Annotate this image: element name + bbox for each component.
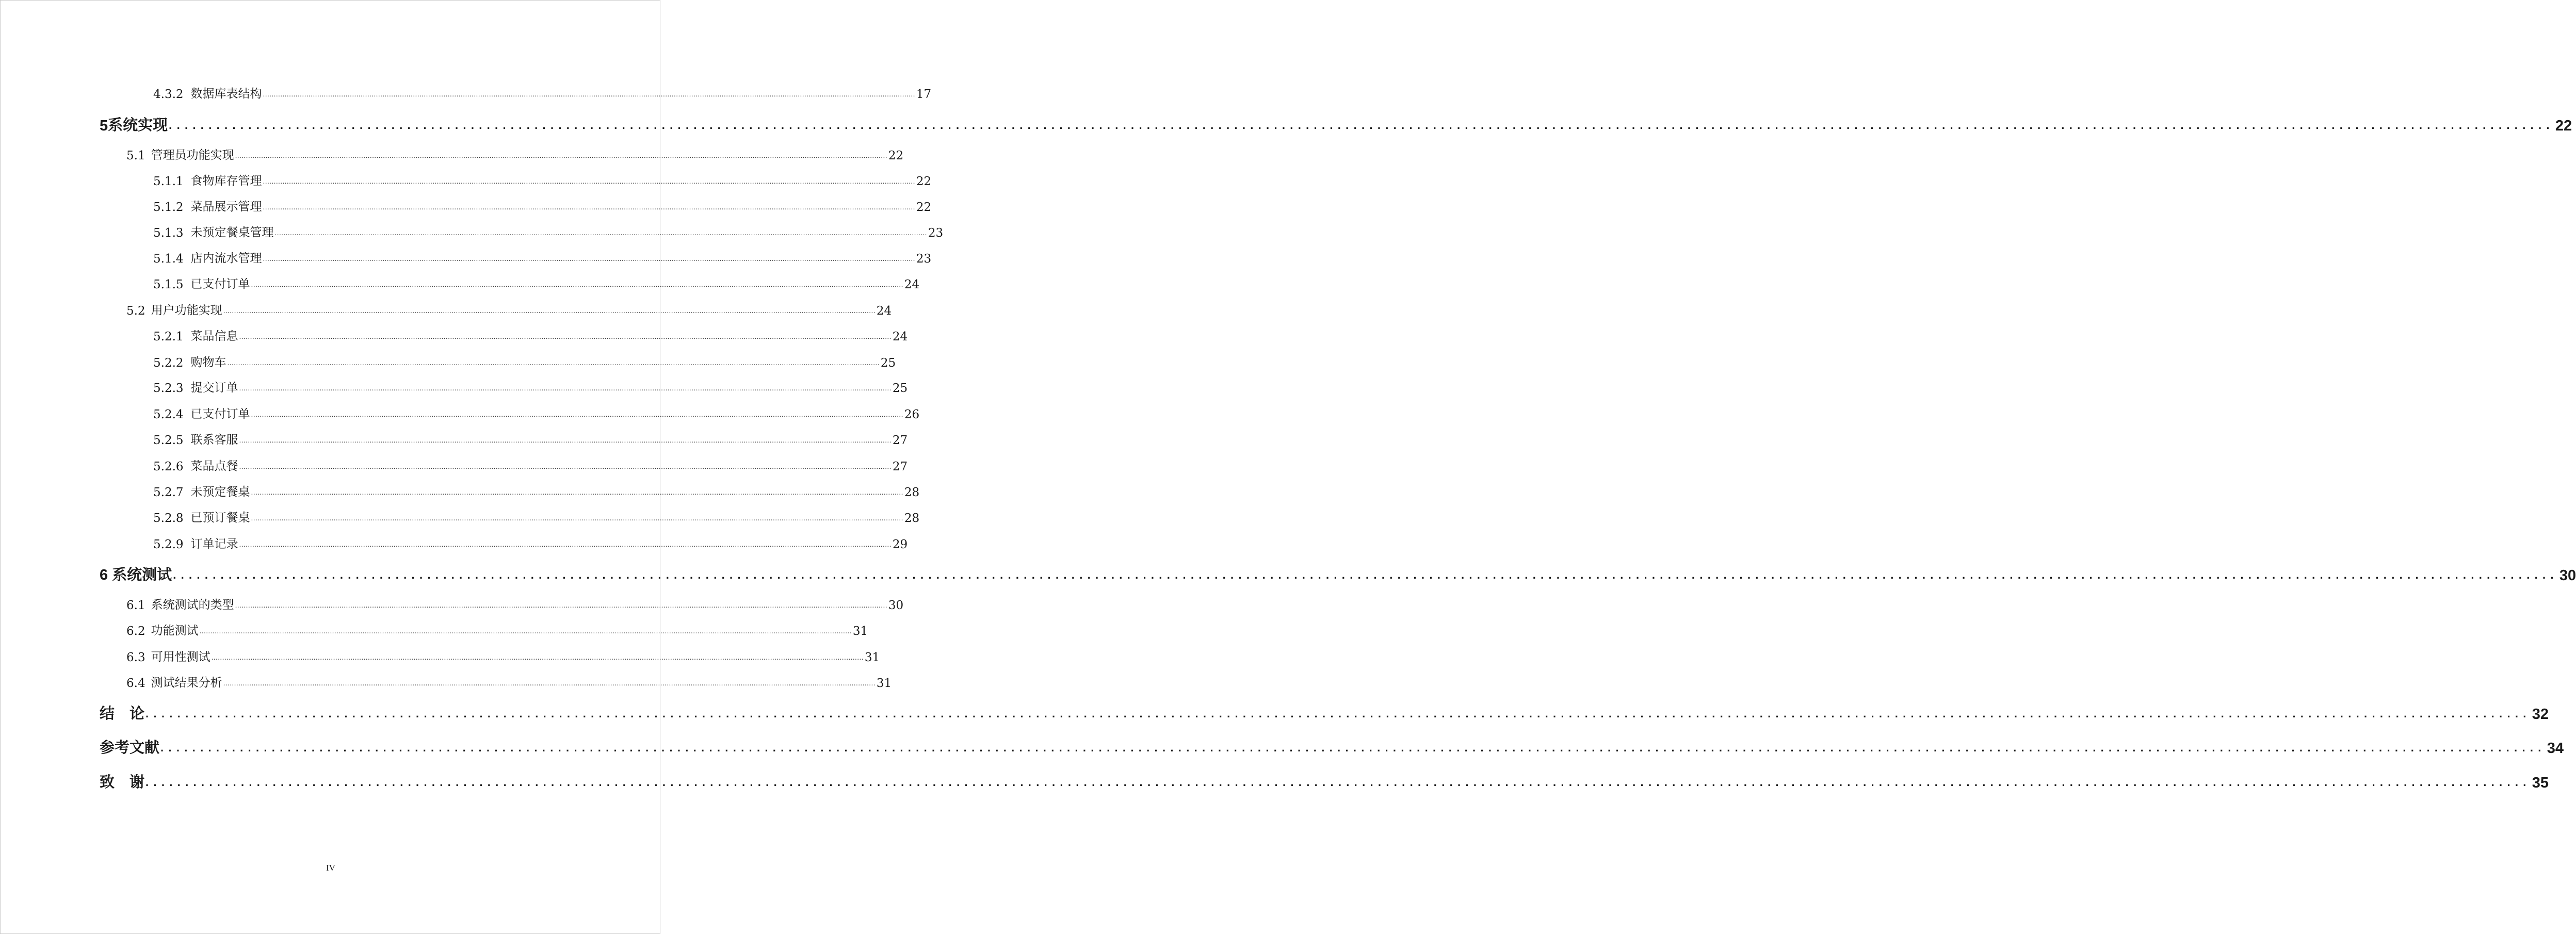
toc-title: 菜品信息: [190, 330, 238, 343]
toc-number: 5.2.2: [153, 356, 184, 370]
toc-number: 6.4: [126, 677, 145, 690]
toc-entry-6-2: [126, 621, 868, 638]
toc-number: 5.2.9: [153, 538, 184, 551]
toc-title: 6 系统测试: [100, 567, 172, 583]
toc-number: 5.2.6: [153, 460, 184, 473]
toc-page: 22: [916, 175, 932, 188]
toc-leader: ............................................................................................................................................................................................................................................................................................................: [169, 119, 2554, 132]
toc-entry-4-3-2: [153, 85, 932, 101]
toc-entry-5-1-1: [153, 172, 932, 188]
toc-number: 6.1: [126, 599, 145, 612]
toc-entry-acknowledgements: [100, 771, 2549, 792]
toc-number: 5.2.4: [153, 408, 184, 421]
toc-leader: ............................................................................................................................................................................................................................................................................................................: [145, 707, 2531, 720]
toc-page: 24: [876, 304, 892, 318]
toc-page: 27: [892, 434, 908, 447]
toc-number: 5.1.5: [153, 278, 184, 291]
toc-page: 22: [888, 149, 904, 162]
toc-page: 24: [892, 330, 908, 343]
toc-leader: ............................................................................................................................................................................................................................................................................................................: [235, 152, 887, 159]
toc-leader: ............................................................................................................................................................................................................................................................................................................: [263, 255, 915, 263]
toc-leader: ............................................................................................................................................................................................................................................................................................................: [251, 515, 903, 522]
toc-page: 32: [2532, 706, 2549, 723]
toc-number: 6.3: [126, 651, 145, 664]
toc-entry-5-2-6: [153, 457, 908, 473]
toc-entry-5-1-5: [153, 275, 920, 291]
toc-title: 已支付订单: [190, 407, 250, 421]
toc-leader: ............................................................................................................................................................................................................................................................................................................: [274, 230, 927, 237]
toc-entry-5: [100, 114, 2572, 135]
toc-page: 31: [852, 625, 868, 638]
toc-leader: ............................................................................................................................................................................................................................................................................................................: [223, 680, 876, 687]
toc-entry-5-2-9: [153, 535, 908, 551]
toc-title: 已预订餐桌: [190, 511, 250, 525]
toc-entry-5-2-8: [153, 509, 920, 525]
toc-leader: ............................................................................................................................................................................................................................................................................................................: [239, 385, 892, 392]
toc-title: 用户功能实现: [151, 304, 222, 317]
toc-number: 5.2.8: [153, 512, 184, 525]
toc-title: 系统实现: [108, 117, 168, 134]
toc-entry-6-3: [126, 648, 880, 664]
toc-leader: ............................................................................................................................................................................................................................................................................................................: [223, 307, 876, 315]
toc-page: 27: [892, 460, 908, 473]
toc-number: 5.2: [126, 304, 145, 318]
toc-leader: ............................................................................................................................................................................................................................................................................................................: [239, 437, 892, 444]
toc-entry-5-2-2: [153, 353, 896, 370]
toc-number: 5.2.7: [153, 486, 184, 499]
toc-page: 29: [892, 538, 908, 551]
toc-page: 24: [904, 278, 920, 291]
toc-page: 28: [904, 512, 920, 525]
toc-entry-6-1: [126, 596, 904, 612]
toc-title: 功能测试: [151, 624, 199, 637]
toc-title: 店内流水管理: [190, 252, 262, 265]
toc-title: 订单记录: [190, 537, 238, 551]
toc-title: 未预定餐桌管理: [190, 226, 274, 239]
toc-leader: ............................................................................................................................................................................................................................................................................................................: [263, 178, 915, 185]
toc-leader: ............................................................................................................................................................................................................................................................................................................: [173, 568, 2558, 581]
toc-leader: ............................................................................................................................................................................................................................................................................................................: [239, 541, 892, 548]
toc-number: 5: [100, 118, 108, 134]
toc-title: 已支付订单: [190, 277, 250, 291]
toc-number: 5.1: [126, 149, 145, 162]
toc-title: 结 论: [100, 706, 145, 722]
toc-title: 未预定餐桌: [190, 485, 250, 499]
toc-entry-5-1: [126, 146, 904, 162]
toc-number: 5.1.1: [153, 175, 184, 188]
toc-leader: ............................................................................................................................................................................................................................................................................................................: [227, 359, 880, 367]
toc-number: 5.1.2: [153, 201, 184, 214]
toc-leader: ............................................................................................................................................................................................................................................................................................................: [239, 463, 892, 470]
toc-entry-5-1-3: [153, 223, 944, 240]
toc-leader: ............................................................................................................................................................................................................................................................................................................: [263, 204, 915, 211]
toc-page: 25: [880, 356, 896, 370]
toc-entry-5-2-4: [153, 405, 920, 421]
toc-number: 4.3.2: [153, 88, 184, 101]
toc-leader: ............................................................................................................................................................................................................................................................................................................: [251, 489, 903, 496]
toc-entry-5-1-2: [153, 198, 932, 214]
toc-entry-5-1-4: [153, 249, 932, 266]
toc-page: 23: [916, 252, 932, 266]
toc-title: 测试结果分析: [151, 676, 222, 690]
toc-leader: ............................................................................................................................................................................................................................................................................................................: [263, 91, 915, 98]
toc-leader: ............................................................................................................................................................................................................................................................................................................: [251, 281, 903, 288]
toc-page: 34: [2547, 740, 2564, 757]
toc-leader: ............................................................................................................................................................................................................................................................................................................: [211, 654, 864, 661]
toc-leader: ............................................................................................................................................................................................................................................................................................................: [145, 776, 2531, 789]
toc-entry-6: [100, 564, 2576, 584]
toc-page: 22: [2555, 118, 2572, 134]
toc-entry-references: [100, 736, 2564, 757]
toc-leader: ............................................................................................................................................................................................................................................................................................................: [160, 741, 2546, 754]
toc-title: 数据库表结构: [190, 87, 262, 101]
toc-leader: ............................................................................................................................................................................................................................................................................................................: [239, 333, 892, 340]
page-number: IV: [326, 863, 335, 873]
toc-number: 5.1.4: [153, 252, 184, 266]
toc-number: 5.2.5: [153, 434, 184, 447]
toc-title: 致 谢: [100, 774, 145, 791]
toc-entry-5-2-7: [153, 483, 920, 499]
toc-number: 5.1.3: [153, 226, 184, 240]
toc-title: 菜品点餐: [190, 460, 238, 473]
toc-leader: ............................................................................................................................................................................................................................................................................................................: [251, 411, 903, 418]
toc-title: 食物库存管理: [190, 174, 262, 188]
toc-page: 17: [916, 88, 932, 101]
toc-title: 可用性测试: [151, 650, 210, 664]
toc-title: 菜品展示管理: [190, 200, 262, 214]
toc-leader: ............................................................................................................................................................................................................................................................................................................: [235, 602, 887, 609]
toc-page: 31: [876, 677, 892, 690]
toc-number: 5.2.3: [153, 382, 184, 395]
toc-entry-6-4: [126, 674, 892, 690]
toc-page: 35: [2532, 775, 2549, 791]
toc-title: 管理员功能实现: [151, 149, 234, 162]
toc-page: 31: [864, 651, 880, 664]
toc-page: 23: [928, 226, 944, 240]
toc-title: 购物车: [190, 356, 226, 369]
toc-number: 5.2.1: [153, 330, 184, 343]
toc-title: 系统测试的类型: [151, 598, 234, 612]
toc-entry-conclusion: [100, 702, 2549, 723]
toc-page: 25: [892, 382, 908, 395]
toc-title: 参考文献: [100, 740, 160, 756]
toc-entry-5-2-5: [153, 431, 908, 447]
toc-entry-5-2-1: [153, 327, 908, 343]
toc-page: 22: [916, 201, 932, 214]
toc-page: 28: [904, 486, 920, 499]
toc-entry-5-2-3: [153, 379, 908, 395]
toc-page: 30: [888, 599, 904, 612]
toc-title: 联系客服: [190, 433, 238, 447]
toc-page: 26: [904, 408, 920, 421]
toc-number: 6.2: [126, 625, 145, 638]
toc-entry-5-2: [126, 301, 892, 318]
toc-leader: ............................................................................................................................................................................................................................................................................................................: [199, 628, 852, 635]
toc-title: 提交订单: [190, 381, 238, 395]
toc-page: 30: [2559, 567, 2576, 584]
